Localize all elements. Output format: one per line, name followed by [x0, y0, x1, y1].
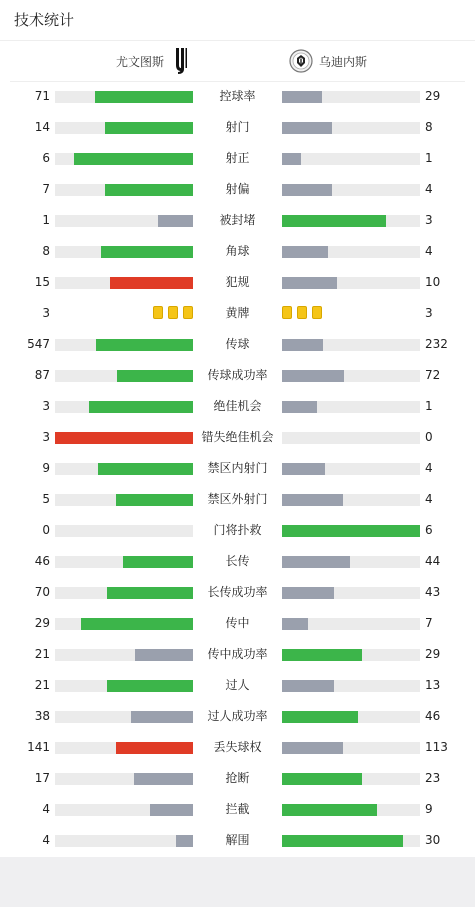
away-stat-value: 23	[425, 771, 441, 785]
away-stat-bar	[282, 618, 420, 630]
home-stat-bar-fill	[158, 215, 193, 227]
away-stat-bar	[282, 463, 420, 475]
away-stat-value: 0	[425, 430, 433, 444]
home-stat-bar-fill	[105, 122, 193, 134]
away-stat-bar-fill	[282, 153, 301, 165]
stat-row	[0, 329, 475, 360]
away-stat-value: 3	[425, 306, 433, 320]
home-stat-bar	[55, 277, 193, 289]
away-stat-bar	[282, 556, 420, 568]
away-stat-bar-fill	[282, 556, 350, 568]
away-stat-bar	[282, 711, 420, 723]
away-stat-bar-fill	[282, 246, 328, 258]
away-stat-value: 72	[425, 368, 441, 382]
stat-row	[0, 143, 475, 174]
home-stat-bar-fill	[107, 680, 193, 692]
away-stat-bar-fill	[282, 618, 308, 630]
stat-label: 角球	[225, 244, 250, 258]
away-stat-value: 4	[425, 492, 433, 506]
away-stat-bar-fill	[282, 804, 377, 816]
away-stat-bar-fill	[282, 401, 317, 413]
away-stat-bar-fill	[282, 680, 334, 692]
udinese-logo-icon	[289, 49, 313, 73]
juventus-logo-icon	[172, 47, 192, 75]
stat-label: 射偏	[225, 182, 250, 196]
yellow-card-icon	[153, 306, 163, 319]
home-stat-bar	[55, 773, 193, 785]
away-stat-bar	[282, 184, 420, 196]
home-stat-bar-fill	[101, 246, 193, 258]
home-team-name: 尤文图斯	[116, 54, 165, 69]
stat-row	[0, 825, 475, 856]
away-stat-bar-fill	[282, 277, 337, 289]
away-stat-bar	[282, 494, 420, 506]
away-stat-bar	[282, 804, 420, 816]
home-stat-bar-fill	[117, 370, 193, 382]
home-stat-bar-fill	[105, 184, 193, 196]
home-stat-bar-fill	[95, 91, 193, 103]
stat-row	[0, 360, 475, 391]
yellow-card-icon	[183, 306, 193, 319]
home-stat-value: 4	[42, 802, 50, 816]
away-stat-bar-fill	[282, 91, 322, 103]
away-stat-bar-fill	[282, 463, 325, 475]
away-stat-bar-fill	[282, 339, 323, 351]
stat-row	[0, 763, 475, 794]
stat-label: 拦截	[225, 802, 250, 816]
stat-row	[0, 205, 475, 236]
away-stat-value: 29	[425, 647, 441, 661]
away-stat-bar	[282, 246, 420, 258]
home-stat-value: 17	[34, 771, 50, 785]
home-stat-bar	[55, 463, 193, 475]
home-stat-value: 8	[42, 244, 50, 258]
stat-label: 门将扑救	[213, 523, 262, 537]
divider	[0, 40, 475, 41]
home-stat-bar	[55, 153, 193, 165]
home-stat-value: 3	[42, 399, 50, 413]
away-stat-value: 4	[425, 244, 433, 258]
away-stat-bar	[282, 153, 420, 165]
away-stat-bar	[282, 401, 420, 413]
stat-label: 禁区内射门	[207, 461, 268, 475]
home-stat-bar-fill	[81, 618, 193, 630]
stat-label: 传中成功率	[207, 647, 268, 661]
stat-label: 传球成功率	[207, 368, 268, 382]
stat-row	[0, 298, 475, 329]
away-stat-bar-fill	[282, 587, 334, 599]
away-stat-bar-fill	[282, 215, 386, 227]
home-stat-bar-fill	[96, 339, 193, 351]
home-stat-value: 70	[34, 585, 50, 599]
home-team[interactable]	[116, 47, 192, 75]
home-stat-bar	[55, 246, 193, 258]
away-stat-bar-fill	[282, 122, 332, 134]
home-stat-bar-fill	[55, 432, 193, 444]
away-stat-value: 29	[425, 89, 441, 103]
stat-row	[0, 422, 475, 453]
stat-row	[0, 577, 475, 608]
home-stat-bar	[55, 835, 193, 847]
home-stat-bar	[55, 680, 193, 692]
home-stat-bar-fill	[107, 587, 193, 599]
home-stat-bar	[55, 91, 193, 103]
stat-row	[0, 701, 475, 732]
home-stat-bar-fill	[116, 494, 193, 506]
home-stat-bar	[55, 525, 193, 537]
yellow-card-icon	[168, 306, 178, 319]
home-stat-bar	[55, 556, 193, 568]
away-stat-value: 46	[425, 709, 441, 723]
away-stat-value: 6	[425, 523, 433, 537]
away-stat-value: 1	[425, 151, 433, 165]
away-stat-bar-fill	[282, 649, 362, 661]
home-stat-bar	[55, 711, 193, 723]
stat-label: 犯规	[225, 275, 250, 289]
home-stat-value: 71	[34, 89, 50, 103]
stat-row	[0, 732, 475, 763]
away-stat-bar	[282, 835, 420, 847]
home-stat-bar-fill	[110, 277, 193, 289]
away-stat-bar	[282, 277, 420, 289]
away-stat-bar	[282, 215, 420, 227]
home-stat-value: 5	[42, 492, 50, 506]
stat-row	[0, 81, 475, 112]
home-stat-bar-fill	[134, 773, 193, 785]
home-stat-value: 29	[34, 616, 50, 630]
home-stat-bar	[55, 432, 193, 444]
stat-label: 射正	[225, 151, 250, 165]
away-team[interactable]	[289, 47, 367, 75]
away-team-name: 乌迪内斯	[319, 54, 368, 69]
away-stat-value: 13	[425, 678, 441, 692]
home-stat-bar	[55, 122, 193, 134]
stats-list	[0, 81, 475, 856]
home-stat-bar	[55, 649, 193, 661]
stat-row	[0, 174, 475, 205]
away-stat-value: 1	[425, 399, 433, 413]
home-stat-bar	[55, 587, 193, 599]
home-stat-value: 21	[34, 647, 50, 661]
home-stat-value: 3	[42, 306, 50, 320]
away-stat-bar	[282, 339, 420, 351]
stat-label: 过人	[225, 678, 250, 692]
stat-row	[0, 515, 475, 546]
stat-label: 抢断	[225, 771, 250, 785]
away-stat-value: 44	[425, 554, 441, 568]
stat-label: 控球率	[219, 89, 256, 103]
away-stat-value: 4	[425, 182, 433, 196]
home-stat-value: 6	[42, 151, 50, 165]
stat-row	[0, 670, 475, 701]
home-stat-bar	[55, 215, 193, 227]
home-stat-value: 4	[42, 833, 50, 847]
home-stat-value: 46	[34, 554, 50, 568]
away-stat-bar	[282, 649, 420, 661]
stat-label: 禁区外射门	[207, 492, 268, 506]
stat-label: 长传成功率	[207, 585, 268, 599]
home-stat-bar	[55, 370, 193, 382]
away-stat-bar-fill	[282, 742, 343, 754]
away-stat-value: 9	[425, 802, 433, 816]
away-stat-bar-fill	[282, 370, 344, 382]
home-stat-bar-fill	[89, 401, 193, 413]
home-stat-bar	[55, 742, 193, 754]
away-stat-bar-fill	[282, 525, 420, 537]
home-stat-bar-fill	[74, 153, 193, 165]
away-stat-bar	[282, 432, 420, 444]
home-stat-value: 14	[34, 120, 50, 134]
stat-label: 过人成功率	[207, 709, 268, 723]
home-stat-value: 3	[42, 430, 50, 444]
section-title: 技术统计	[14, 11, 75, 29]
stat-row	[0, 112, 475, 143]
away-stat-value: 10	[425, 275, 441, 289]
away-stat-value: 4	[425, 461, 433, 475]
away-stat-bar	[282, 742, 420, 754]
stat-label: 黄牌	[225, 306, 250, 320]
stat-label: 绝佳机会	[213, 399, 262, 413]
away-stat-bar	[282, 680, 420, 692]
yellow-card-icon	[282, 306, 292, 319]
stat-row	[0, 391, 475, 422]
home-stat-value: 38	[34, 709, 50, 723]
home-stat-value: 1	[42, 213, 50, 227]
home-stat-value: 0	[42, 523, 50, 537]
home-stat-bar	[55, 401, 193, 413]
stat-row	[0, 546, 475, 577]
away-stat-bar-fill	[282, 711, 358, 723]
home-stat-bar	[55, 618, 193, 630]
away-stat-bar-fill	[282, 494, 343, 506]
away-stat-bar-fill	[282, 835, 403, 847]
away-stat-value: 113	[425, 740, 448, 754]
away-stat-bar	[282, 587, 420, 599]
stat-row	[0, 608, 475, 639]
stat-row	[0, 267, 475, 298]
away-stat-value: 232	[425, 337, 448, 351]
home-stat-value: 9	[42, 461, 50, 475]
yellow-card-icon	[312, 306, 322, 319]
home-stat-bar	[55, 184, 193, 196]
stat-label: 长传	[225, 554, 250, 568]
stat-label: 被封堵	[219, 213, 256, 227]
home-stat-bar-fill	[123, 556, 193, 568]
stat-row	[0, 794, 475, 825]
away-stat-value: 3	[425, 213, 433, 227]
stat-label: 传球	[225, 337, 250, 351]
home-stat-value: 87	[34, 368, 50, 382]
home-stat-value: 21	[34, 678, 50, 692]
away-yellow-cards	[282, 306, 322, 319]
home-stat-bar-fill	[176, 835, 193, 847]
home-stat-bar	[55, 339, 193, 351]
home-stat-bar-fill	[150, 804, 193, 816]
stat-row	[0, 236, 475, 267]
stat-label: 丢失球权	[213, 740, 262, 754]
home-stat-value: 15	[34, 275, 50, 289]
home-stat-bar-fill	[116, 742, 193, 754]
stat-row	[0, 639, 475, 670]
away-stat-bar	[282, 122, 420, 134]
home-stat-bar-fill	[98, 463, 193, 475]
stat-label: 解围	[225, 833, 250, 847]
stat-row	[0, 453, 475, 484]
away-stat-bar	[282, 773, 420, 785]
home-stat-bar-fill	[131, 711, 193, 723]
away-stat-bar-fill	[282, 773, 362, 785]
away-stat-value: 43	[425, 585, 441, 599]
home-stat-bar-fill	[135, 649, 193, 661]
stat-row	[0, 484, 475, 515]
home-stat-bar	[55, 494, 193, 506]
home-stat-bar	[55, 804, 193, 816]
away-stat-value: 8	[425, 120, 433, 134]
away-stat-bar-fill	[282, 184, 332, 196]
away-stat-bar	[282, 525, 420, 537]
away-stat-value: 30	[425, 833, 441, 847]
home-stat-value: 141	[27, 740, 50, 754]
yellow-card-icon	[297, 306, 307, 319]
away-stat-bar	[282, 370, 420, 382]
away-stat-value: 7	[425, 616, 433, 630]
away-stat-bar	[282, 91, 420, 103]
stat-label: 射门	[225, 120, 250, 134]
home-stat-value: 7	[42, 182, 50, 196]
stat-label: 错失绝佳机会	[201, 430, 274, 444]
home-stat-value: 547	[27, 337, 50, 351]
home-yellow-cards	[153, 306, 193, 319]
stat-label: 传中	[225, 616, 250, 630]
